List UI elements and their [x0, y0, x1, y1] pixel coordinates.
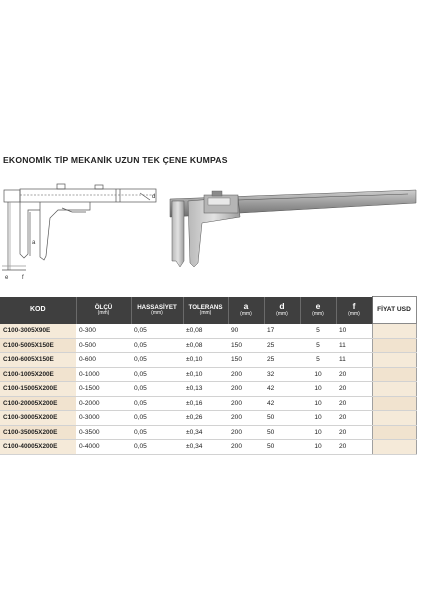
table-row	[0, 324, 416, 339]
header-d	[264, 297, 300, 324]
cell-kod: C100-40005X200E	[0, 440, 76, 455]
cell-fiyat	[372, 396, 416, 411]
cell-hassasiyet: 0,05	[131, 382, 183, 397]
cell-hassasiyet: 0,05	[131, 396, 183, 411]
cell-tolerans: ±0,16	[183, 396, 228, 411]
cell-olcu: 0-500	[76, 338, 131, 353]
header-fiyat: FİYAT USD	[372, 297, 416, 324]
cell-kod: C100-30005X200E	[0, 411, 76, 426]
cell-d: 50	[264, 440, 300, 455]
cell-f: 20	[336, 440, 372, 455]
dim-label-a: a	[32, 240, 36, 246]
header-f-unit: (mm)	[348, 311, 360, 317]
table-row	[0, 338, 416, 353]
cell-e: 10	[300, 440, 336, 455]
cell-d: 42	[264, 382, 300, 397]
header-tolerans-label: TOLERANS	[188, 303, 223, 311]
cell-a: 200	[228, 440, 264, 455]
dim-label-f: f	[22, 275, 24, 281]
cell-tolerans: ±0,10	[183, 353, 228, 368]
cell-e: 5	[300, 324, 336, 339]
header-e-unit: (mm)	[312, 311, 324, 317]
cell-a: 90	[228, 324, 264, 339]
cell-olcu: 0-1500	[76, 382, 131, 397]
cell-fiyat	[372, 425, 416, 440]
cell-a: 200	[228, 411, 264, 426]
cell-f: 20	[336, 367, 372, 382]
header-kod: KOD	[0, 297, 76, 324]
cell-kod: C100-5005X150E	[0, 338, 76, 353]
cell-hassasiyet: 0,05	[131, 324, 183, 339]
header-olcu-label: ÖLÇÜ	[94, 303, 113, 311]
cell-olcu: 0-2000	[76, 396, 131, 411]
cell-e: 10	[300, 382, 336, 397]
cell-hassasiyet: 0,05	[131, 338, 183, 353]
dim-label-e: e	[5, 275, 9, 281]
cell-d: 50	[264, 411, 300, 426]
cell-a: 200	[228, 396, 264, 411]
page-title: EKONOMİK TİP MEKANİK UZUN TEK ÇENE KUMPAS	[3, 155, 228, 165]
cell-e: 10	[300, 396, 336, 411]
cell-fiyat	[372, 324, 416, 339]
header-hassasiyet	[131, 297, 183, 324]
table-row	[0, 411, 416, 426]
cell-f: 11	[336, 338, 372, 353]
header-olcu	[76, 297, 131, 324]
cell-a: 150	[228, 338, 264, 353]
cell-kod: C100-1005X200E	[0, 367, 76, 382]
header-a-unit: (mm)	[240, 311, 252, 317]
cell-e: 10	[300, 367, 336, 382]
table-header-row	[0, 297, 416, 324]
cell-f: 20	[336, 425, 372, 440]
cell-e: 5	[300, 338, 336, 353]
cell-fiyat	[372, 411, 416, 426]
cell-kod: C100-15005X200E	[0, 382, 76, 397]
cell-d: 50	[264, 425, 300, 440]
table-row	[0, 396, 416, 411]
cell-d: 25	[264, 353, 300, 368]
cell-e: 10	[300, 425, 336, 440]
cell-f: 11	[336, 353, 372, 368]
header-d-unit: (mm)	[276, 311, 288, 317]
header-a-label: a	[243, 301, 249, 312]
table-row	[0, 440, 416, 455]
cell-a: 150	[228, 353, 264, 368]
cell-kod: C100-20005X200E	[0, 396, 76, 411]
cell-e: 5	[300, 353, 336, 368]
header-hassasiyet-unit: (mm)	[151, 309, 163, 316]
cell-olcu: 0-3500	[76, 425, 131, 440]
cell-tolerans: ±0,34	[183, 440, 228, 455]
cell-a: 200	[228, 367, 264, 382]
cell-tolerans: ±0,34	[183, 425, 228, 440]
header-olcu-unit: (mm)	[97, 309, 110, 316]
cell-d: 42	[264, 396, 300, 411]
cell-fiyat	[372, 440, 416, 455]
header-tolerans	[183, 297, 228, 324]
cell-tolerans: ±0,08	[183, 324, 228, 339]
cell-hassasiyet: 0,05	[131, 353, 183, 368]
cell-olcu: 0-600	[76, 353, 131, 368]
header-e	[300, 297, 336, 324]
cell-f: 20	[336, 411, 372, 426]
cell-kod: C100-3005X90E	[0, 324, 76, 339]
cell-olcu: 0-4000	[76, 440, 131, 455]
cell-e: 10	[300, 411, 336, 426]
cell-olcu: 0-300	[76, 324, 131, 339]
table-row	[0, 353, 416, 368]
header-a	[228, 297, 264, 324]
cell-a: 200	[228, 425, 264, 440]
table-row	[0, 367, 416, 382]
header-f-label: f	[352, 301, 356, 312]
dim-label-d: d	[152, 194, 156, 200]
cell-f: 20	[336, 396, 372, 411]
cell-kod: C100-35005X200E	[0, 425, 76, 440]
cell-tolerans: ±0,08	[183, 338, 228, 353]
table-body	[0, 324, 416, 455]
table-row	[0, 382, 416, 397]
cell-d: 25	[264, 338, 300, 353]
cell-tolerans: ±0,13	[183, 382, 228, 397]
cell-fiyat	[372, 382, 416, 397]
header-hassasiyet-label: HASSASİYET	[137, 303, 177, 311]
cell-fiyat	[372, 338, 416, 353]
table-row	[0, 425, 416, 440]
cell-tolerans: ±0,10	[183, 367, 228, 382]
cell-olcu: 0-1000	[76, 367, 131, 382]
cell-f: 10	[336, 324, 372, 339]
cell-fiyat	[372, 367, 416, 382]
cell-olcu: 0-3000	[76, 411, 131, 426]
header-tolerans-unit: (mm)	[199, 309, 212, 316]
caliper-technical-drawing	[0, 182, 158, 282]
cell-hassasiyet: 0,05	[131, 411, 183, 426]
header-e-label: e	[315, 301, 321, 312]
cell-d: 17	[264, 324, 300, 339]
cell-fiyat	[372, 353, 416, 368]
cell-f: 20	[336, 382, 372, 397]
cell-hassasiyet: 0,05	[131, 440, 183, 455]
cell-hassasiyet: 0,05	[131, 367, 183, 382]
cell-hassasiyet: 0,05	[131, 425, 183, 440]
spec-table	[0, 296, 417, 455]
header-f	[336, 297, 372, 324]
cell-a: 200	[228, 382, 264, 397]
caliper-photo	[158, 183, 420, 273]
header-d-label: d	[279, 301, 285, 312]
cell-tolerans: ±0,26	[183, 411, 228, 426]
cell-kod: C100-6005X150E	[0, 353, 76, 368]
cell-d: 32	[264, 367, 300, 382]
